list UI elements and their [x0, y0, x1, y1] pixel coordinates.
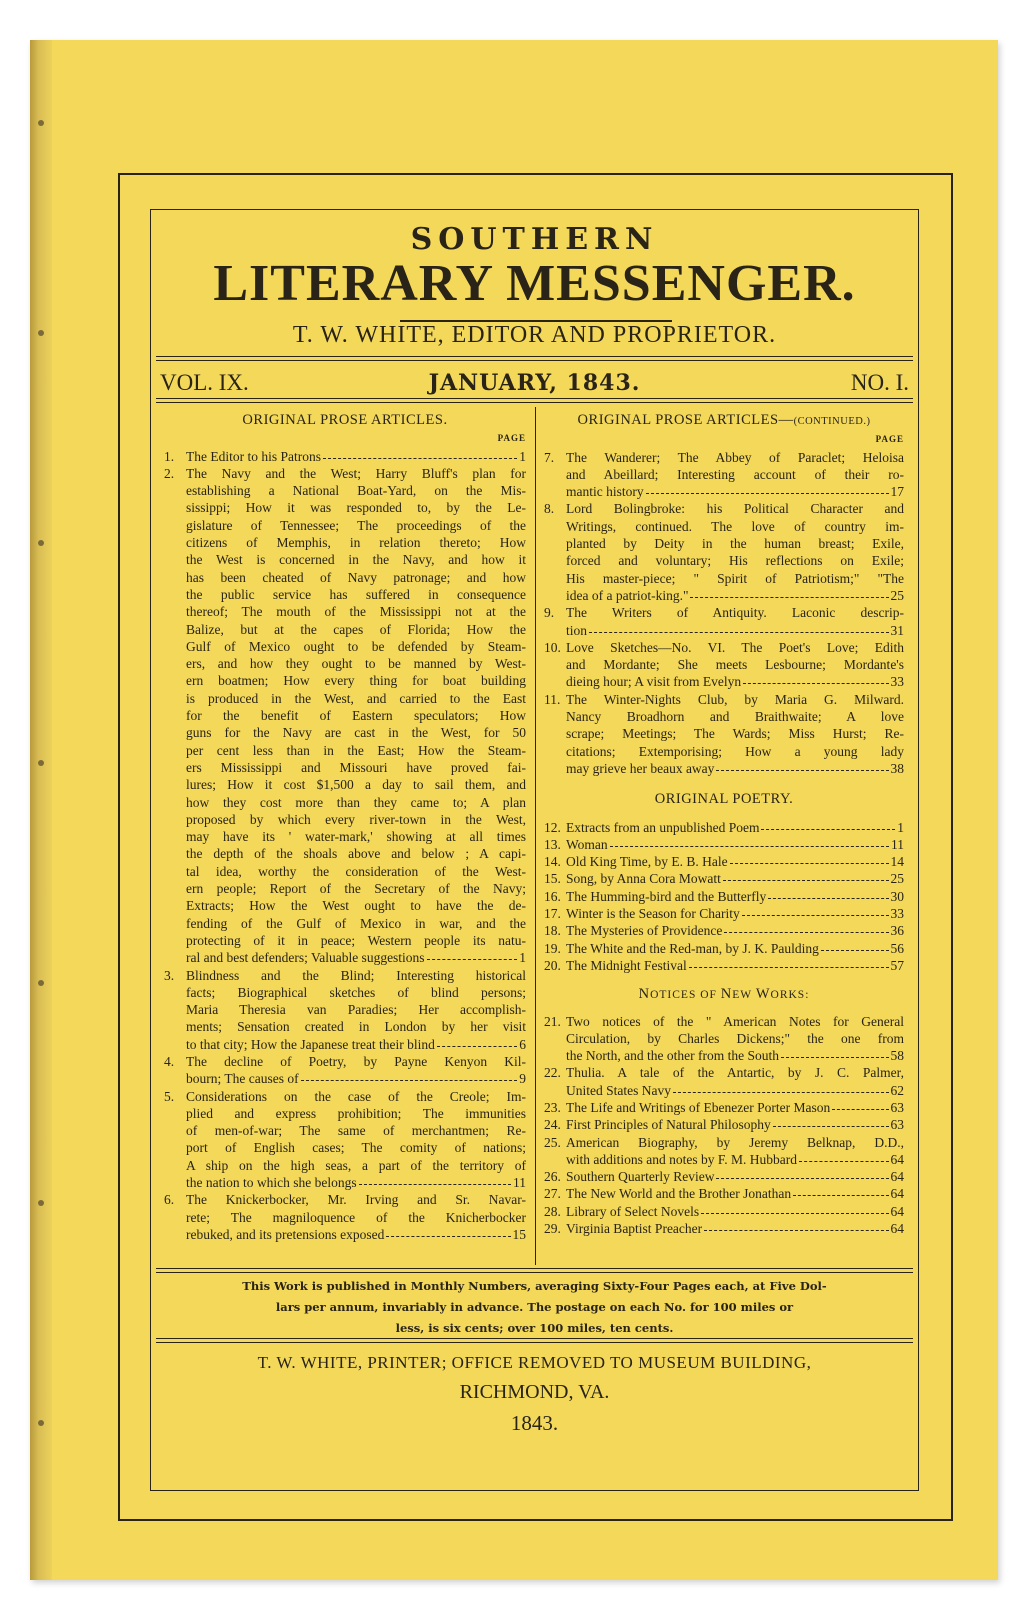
- entry-text: thereof; The mouth of the Mississippi not at the: [186, 604, 526, 620]
- page-column-label: PAGE: [875, 434, 904, 445]
- entry-text: and Mordante; She meets Lesbourne; Mordante's: [566, 657, 904, 673]
- dot-leader: [761, 819, 895, 830]
- entry-text: per cent less than in the East; How the Steam-: [186, 742, 526, 758]
- entry-number: 6.: [164, 1192, 175, 1208]
- page-number: 63: [890, 1117, 904, 1133]
- entry-text: scrape; Meetings; The Wards; Miss Hurst; Re-: [566, 726, 904, 742]
- dot-leader: [437, 1036, 517, 1047]
- contents-entry: [164, 1088, 526, 1192]
- entry-number: 28.: [544, 1203, 561, 1219]
- entry-number: 21.: [544, 1013, 561, 1029]
- entry-number: 3.: [164, 967, 175, 983]
- entry-number: 11.: [544, 691, 561, 707]
- entry-number: 12.: [544, 819, 561, 835]
- page-number: 1: [519, 950, 526, 966]
- page-number: 15: [512, 1226, 526, 1242]
- entry-line: [566, 1220, 904, 1237]
- contents-entry: [544, 1203, 904, 1220]
- entry-text: proposed by which every river-town in the West,: [186, 811, 526, 827]
- entry-text: for the benefit of Eastern speculators; How: [186, 708, 526, 724]
- entry-text: Circulation, by Charles Dickens;" the one from: [566, 1030, 904, 1046]
- dot-leader: [724, 922, 888, 933]
- entry-number: 7.: [544, 449, 555, 465]
- contents-right-column: [544, 412, 904, 1237]
- contents-entry: [544, 1116, 904, 1133]
- page-number: 57: [890, 957, 904, 973]
- entry-number: 27.: [544, 1186, 561, 1202]
- entry-text: The Knickerbocker, Mr. Irving and Sr. Navar-: [186, 1192, 526, 1208]
- entry-line: [566, 1168, 904, 1185]
- entry-text: to that city; How the Japanese treat their blind: [186, 1036, 435, 1052]
- entry-number: 13.: [544, 836, 561, 852]
- page-number: 63: [890, 1099, 904, 1115]
- entry-text: forced and voluntary; His reflections on Exile;: [566, 553, 904, 569]
- entry-text: ern people; Report of the Secretary of the Navy;: [186, 881, 526, 897]
- entry-number: 24.: [544, 1117, 561, 1133]
- entry-text: citizens of Memphis, in relation thereto; How: [186, 535, 526, 551]
- page-number: 64: [890, 1221, 904, 1237]
- issue-date: JANUARY, 1843.: [428, 370, 641, 396]
- page-number: 64: [890, 1186, 904, 1202]
- entry-line: [566, 836, 904, 853]
- section-heading: [544, 412, 904, 430]
- stitch-mark: [38, 1200, 44, 1206]
- notices-heading: [544, 986, 904, 1004]
- entry-text: ern boatmen; How every thing for boat building: [186, 673, 526, 689]
- entry-line: [566, 922, 904, 939]
- entry-text: Thulia. A tale of the Antartic, by J. C. Palmer,: [566, 1065, 904, 1081]
- dot-leader: [716, 760, 888, 771]
- stitch-mark: [38, 330, 44, 336]
- entry-text: His master-piece; " Spirit of Patriotism;" "The: [566, 570, 904, 586]
- contents-entry: [544, 639, 904, 691]
- dot-leader: [589, 622, 888, 633]
- contents-entry: [544, 1168, 904, 1185]
- contents-entry: [544, 819, 904, 836]
- page-number: 38: [890, 760, 904, 776]
- entry-text: Balize, but at the capes of Florida; How the: [186, 621, 526, 637]
- double-rule: [156, 398, 913, 403]
- entry-line: [566, 483, 904, 500]
- entry-text: The Mysteries of Providence: [566, 923, 723, 939]
- entry-text: tion: [566, 622, 588, 638]
- entry-line: [566, 1116, 904, 1133]
- entry-number: 2.: [164, 465, 175, 481]
- entry-text: citations; Extemporising; How a young lady: [566, 743, 904, 759]
- entry-text: planted by Deity in the human breast; Exile,: [566, 536, 904, 552]
- contents-entry: [544, 870, 904, 887]
- double-rule: [156, 1338, 913, 1343]
- entry-text: A ship on the high seas, a part of the territory of: [186, 1157, 526, 1173]
- entry-text: facts; Biographical sketches of blind persons;: [186, 984, 526, 1000]
- entry-number: 1.: [164, 448, 175, 464]
- contents-entry: [544, 905, 904, 922]
- contents-entry: [544, 1064, 904, 1099]
- stitch-mark: [38, 120, 44, 126]
- dot-leader: [610, 836, 889, 847]
- city-line: RICHMOND, VA.: [459, 1381, 610, 1403]
- entry-text: ral and best defenders; Valuable suggestions: [186, 950, 425, 966]
- contents-entry: [164, 465, 526, 967]
- entry-number: 26.: [544, 1169, 561, 1185]
- contents-entry: [544, 922, 904, 939]
- contents-entry: [544, 1013, 904, 1065]
- issue-number: NO. I.: [850, 370, 909, 395]
- entry-text: Virginia Baptist Preacher: [566, 1221, 703, 1237]
- entry-line: [566, 1082, 904, 1099]
- dot-leader: [832, 1099, 888, 1110]
- entry-text: Love Sketches—No. VI. The Poet's Love; Edith: [566, 639, 904, 655]
- entry-number: 25.: [544, 1134, 561, 1150]
- poetry-heading: ORIGINAL POETRY.: [654, 791, 794, 808]
- entry-text: Gulf of Mexico ought to be defended by Steam-: [186, 638, 526, 654]
- entry-text: the depth of the shoals above and below ; A capi-: [186, 846, 526, 862]
- entry-number: 8.: [544, 501, 555, 517]
- dot-leader: [704, 1220, 888, 1231]
- entry-text: The New World and the Brother Jonathan: [566, 1186, 792, 1202]
- binding-spine: [30, 40, 52, 1580]
- entry-text: rebuked, and its pretensions exposed: [186, 1226, 385, 1242]
- entry-number: 14.: [544, 854, 561, 870]
- entry-number: 23.: [544, 1099, 561, 1115]
- heading-cap: N: [638, 986, 651, 1003]
- dot-leader: [730, 853, 889, 864]
- dot-leader: [723, 870, 889, 881]
- entry-line: [566, 870, 904, 887]
- page-number: 9: [519, 1071, 526, 1087]
- page-number: 6: [519, 1036, 526, 1052]
- contents-entry: [544, 1220, 904, 1237]
- entry-text: Southern Quarterly Review: [566, 1169, 715, 1185]
- double-rule: [156, 356, 913, 361]
- entry-line: [566, 940, 904, 957]
- poetry-list: [544, 819, 904, 975]
- page-number: 36: [890, 923, 904, 939]
- entry-line: [566, 905, 904, 922]
- entry-text: fending of the Gulf of Mexico in war, and the: [186, 915, 526, 931]
- notices-list: [544, 1013, 904, 1238]
- contents-left-column: [164, 412, 526, 1243]
- entry-number: 22.: [544, 1065, 561, 1081]
- entry-text: Old King Time, by E. B. Hale: [566, 854, 728, 870]
- entry-text: may grieve her beaux away: [566, 760, 715, 776]
- entry-text: Song, by Anna Cora Mowatt: [566, 871, 721, 887]
- page-number: 58: [890, 1048, 904, 1064]
- dot-leader: [793, 1185, 888, 1196]
- heading-text: ORIGINAL PROSE ARTICLES—: [577, 412, 794, 428]
- entry-text: rete; The magniloquence of the Knicherbocker: [186, 1209, 526, 1225]
- volume-label: VOL. IX.: [160, 370, 249, 395]
- publication-note-line: This Work is published in Monthly Numbers, averaging Sixty-Four Pages each, at Five Dol-: [242, 1279, 827, 1293]
- entry-text: the public service has suffered in consequence: [186, 586, 526, 602]
- entry-text: The Writers of Antiquity. Laconic descrip-: [566, 605, 904, 621]
- section-heading: ORIGINAL PROSE ARTICLES.: [242, 412, 448, 428]
- contents-entry: [544, 691, 904, 777]
- publication-note-line: lars per annum, invariably in advance. The postage on each No. for 100 miles or: [275, 1300, 794, 1314]
- dot-leader: [781, 1047, 889, 1058]
- entry-text: The decline of Poetry, by Payne Kenyon Kil-: [186, 1053, 526, 1069]
- heading-cap: N: [720, 986, 733, 1003]
- contents-entry: [544, 604, 904, 639]
- dot-leader: [646, 483, 889, 494]
- entry-text: mantic history: [566, 484, 644, 500]
- stitch-mark: [38, 1420, 44, 1426]
- entry-text: plied and express prohibition; The immunities: [186, 1105, 526, 1121]
- entry-text: tal idea, worthy the consideration of the West-: [186, 863, 526, 879]
- entry-line: [566, 819, 904, 836]
- entry-number: 17.: [544, 906, 561, 922]
- entry-line: [186, 448, 526, 465]
- page-number: 25: [890, 587, 904, 603]
- entry-number: 19.: [544, 940, 561, 956]
- page-number: 1: [897, 819, 904, 835]
- entry-line: [566, 1047, 904, 1064]
- entry-text: and Abeillard; Interesting account of their ro-: [566, 466, 904, 482]
- contents-entry: [164, 448, 526, 465]
- entry-text: Nancy Broadhorn and Braithwaite; A love: [566, 709, 904, 725]
- entry-text: gislature of Tennessee; The proceedings of the: [186, 517, 526, 533]
- page-number: 14: [890, 854, 904, 870]
- entry-text: Blindness and the Blind; Interesting historical: [186, 967, 526, 983]
- page-column-label: PAGE: [497, 433, 526, 444]
- page-number: 64: [890, 1169, 904, 1185]
- entry-text: ers, and how they ought to be manned by West-: [186, 656, 526, 672]
- page-number: 64: [890, 1203, 904, 1219]
- entry-text: idea of a patriot-king.": [566, 587, 689, 603]
- entry-text: Library of Select Novels: [566, 1203, 700, 1219]
- editor-line: T. W. WHITE, EDITOR AND PROPRIETOR.: [292, 322, 777, 348]
- heading-small-caps: EW: [732, 989, 756, 1002]
- entry-text: Extracts; How the West ought to have the de-: [186, 898, 526, 914]
- entry-line: [566, 1151, 904, 1168]
- entry-number: 9.: [544, 605, 555, 621]
- publication-note-line: less, is six cents; over 100 miles, ten cents.: [395, 1321, 674, 1335]
- contents-entry: [544, 957, 904, 974]
- entry-text: ers Mississippi and Missouri have proved fai-: [186, 759, 526, 775]
- entry-text: Lord Bolingbroke: his Political Character and: [566, 501, 904, 517]
- entry-number: 5.: [164, 1088, 175, 1104]
- page-number: 33: [890, 906, 904, 922]
- dot-leader: [742, 905, 889, 916]
- dot-leader: [716, 1168, 888, 1179]
- entry-text: American Biography, by Jeremy Belknap, D.D.,: [566, 1134, 904, 1150]
- entry-text: Considerations on the case of the Creole; Im-: [186, 1088, 526, 1104]
- column-divider: [535, 407, 536, 1265]
- entry-line: [566, 622, 904, 639]
- entry-text: Maria Theresia van Paradies; Her accomplish-: [186, 1002, 526, 1018]
- dot-leader: [359, 1174, 511, 1185]
- entry-text: port of English cases; The comity of nations;: [186, 1140, 526, 1156]
- entry-text: how they cost more than they came to; A plan: [186, 794, 526, 810]
- entry-number: 16.: [544, 888, 561, 904]
- contents-entry: [544, 500, 904, 604]
- entry-line: [566, 888, 904, 905]
- entry-text: Two notices of the " American Notes for General: [566, 1013, 904, 1029]
- entry-line: [186, 949, 526, 966]
- entry-text: the North, and the other from the South: [566, 1048, 779, 1064]
- stitch-mark: [38, 980, 44, 986]
- entry-text: United States Navy: [566, 1082, 671, 1098]
- stitch-mark: [38, 540, 44, 546]
- entry-text: The Wanderer; The Abbey of Paraclet; Heloisa: [566, 449, 904, 465]
- entry-line: [186, 1036, 526, 1053]
- entry-text: The Editor to his Patrons: [186, 448, 321, 464]
- entry-text: dieing hour; A visit from Evelyn: [566, 674, 742, 690]
- contents-entry: [544, 836, 904, 853]
- entry-text: Woman: [566, 836, 608, 852]
- dot-leader: [743, 673, 888, 684]
- entry-line: [186, 1070, 526, 1087]
- dot-leader: [673, 1082, 889, 1093]
- entry-text: has been cheated of Navy patronage; and how: [186, 569, 526, 585]
- entry-text: of men-of-war; The same of merchantmen; Re-: [186, 1123, 526, 1139]
- entry-line: [566, 1203, 904, 1220]
- entry-line: [566, 957, 904, 974]
- page-number: 56: [890, 940, 904, 956]
- entry-text: lures; How it cost $1,500 a day to sail them, and: [186, 777, 526, 793]
- heading-small-caps: OTICES OF: [650, 989, 721, 1002]
- entry-text: bourn; The causes of: [186, 1071, 299, 1087]
- dot-leader: [301, 1070, 518, 1081]
- dot-leader: [690, 587, 888, 598]
- entry-line: [566, 1099, 904, 1116]
- entry-text: The Winter-Nights Club, by Maria G. Milward.: [566, 691, 904, 707]
- dot-leader: [689, 957, 889, 968]
- page-number: 1: [519, 448, 526, 464]
- entry-line: [566, 587, 904, 604]
- entry-text: is produced in the West, and carried to the East: [186, 690, 526, 706]
- entry-line: [566, 853, 904, 870]
- entry-text: the nation to which she belongs: [186, 1175, 357, 1191]
- entry-text: the West is concerned in the Navy, and how it: [186, 552, 526, 568]
- contents-list: [544, 449, 904, 778]
- heading-suffix: (CONTINUED.): [793, 416, 871, 427]
- double-rule: [156, 1268, 913, 1273]
- entry-number: 20.: [544, 957, 561, 973]
- entry-text: The Midnight Festival: [566, 957, 687, 973]
- entry-text: The Humming-bird and the Butterfly: [566, 888, 767, 904]
- page-number: 11: [891, 836, 904, 852]
- entry-text: sissippi; How it was responded to, by the Le-: [186, 500, 526, 516]
- entry-text: Extracts from an unpublished Poem: [566, 819, 760, 835]
- entry-number: 4.: [164, 1053, 175, 1069]
- entry-line: [186, 1226, 526, 1243]
- entry-text: The Life and Writings of Ebenezer Porter Mason: [566, 1099, 831, 1115]
- entry-text: establishing a National Boat-Yard, on the Mis-: [186, 483, 526, 499]
- entry-line: [566, 760, 904, 777]
- contents-entry: [544, 940, 904, 957]
- entry-text: Writings, continued. The love of country im-: [566, 518, 904, 534]
- dot-leader: [386, 1226, 510, 1237]
- entry-text: Winter is the Season for Charity: [566, 906, 740, 922]
- dot-leader: [768, 888, 888, 899]
- page-number: 62: [890, 1082, 904, 1098]
- year-line: 1843.: [510, 1411, 559, 1435]
- page-number: 30: [890, 888, 904, 904]
- dot-leader: [773, 1116, 889, 1127]
- contents-entry: [544, 449, 904, 501]
- entry-line: [566, 1185, 904, 1202]
- stitch-mark: [38, 760, 44, 766]
- page-number: 33: [890, 674, 904, 690]
- entry-number: 15.: [544, 871, 561, 887]
- entry-text: ments; Sensation created in London by her visit: [186, 1019, 526, 1035]
- contents-entry: [544, 1185, 904, 1202]
- page-number: 11: [513, 1175, 526, 1191]
- contents-entry: [544, 1134, 904, 1169]
- entry-number: 10.: [544, 639, 561, 655]
- contents-entry: [164, 1053, 526, 1088]
- dot-leader: [701, 1203, 888, 1214]
- dot-leader: [427, 949, 518, 960]
- contents-entry: [544, 1099, 904, 1116]
- page-number: 25: [890, 871, 904, 887]
- entry-number: 18.: [544, 923, 561, 939]
- entry-text: guns for the Navy are cast in the West, for 50: [186, 725, 526, 741]
- publication-note: [160, 1276, 909, 1339]
- printer-line: T. W. WHITE, PRINTER; OFFICE REMOVED TO MUSEUM BUILDING,: [257, 1353, 812, 1372]
- entry-text: with additions and notes by F. M. Hubbard: [566, 1151, 798, 1167]
- entry-number: 29.: [544, 1221, 561, 1237]
- dot-leader: [323, 448, 517, 459]
- dot-leader: [799, 1151, 888, 1162]
- entry-text: protecting of it in peace; Western people its natu-: [186, 932, 526, 948]
- heading-small-caps: ORKS:: [770, 989, 810, 1002]
- entry-text: may have its ' water-mark,' showing at all times: [186, 829, 526, 845]
- heading-cap: W: [755, 986, 771, 1003]
- contents-list: [164, 448, 526, 1244]
- entry-line: [186, 1174, 526, 1191]
- masthead-top: SOUTHERN: [410, 222, 659, 257]
- entry-text: The White and the Red-man, by J. K. Paulding: [566, 940, 819, 956]
- contents-entry: [544, 888, 904, 905]
- contents-entry: [164, 1191, 526, 1243]
- page-number: 17: [890, 484, 904, 500]
- entry-line: [566, 673, 904, 690]
- dot-leader: [821, 940, 889, 951]
- page-number: 64: [890, 1151, 904, 1167]
- entry-text: First Principles of Natural Philosophy: [566, 1117, 771, 1133]
- contents-entry: [164, 967, 526, 1053]
- contents-entry: [544, 853, 904, 870]
- page-number: 31: [890, 622, 904, 638]
- masthead-title: LITERARY MESSENGER.: [213, 255, 856, 312]
- entry-text: The Navy and the West; Harry Bluff's plan for: [186, 465, 526, 481]
